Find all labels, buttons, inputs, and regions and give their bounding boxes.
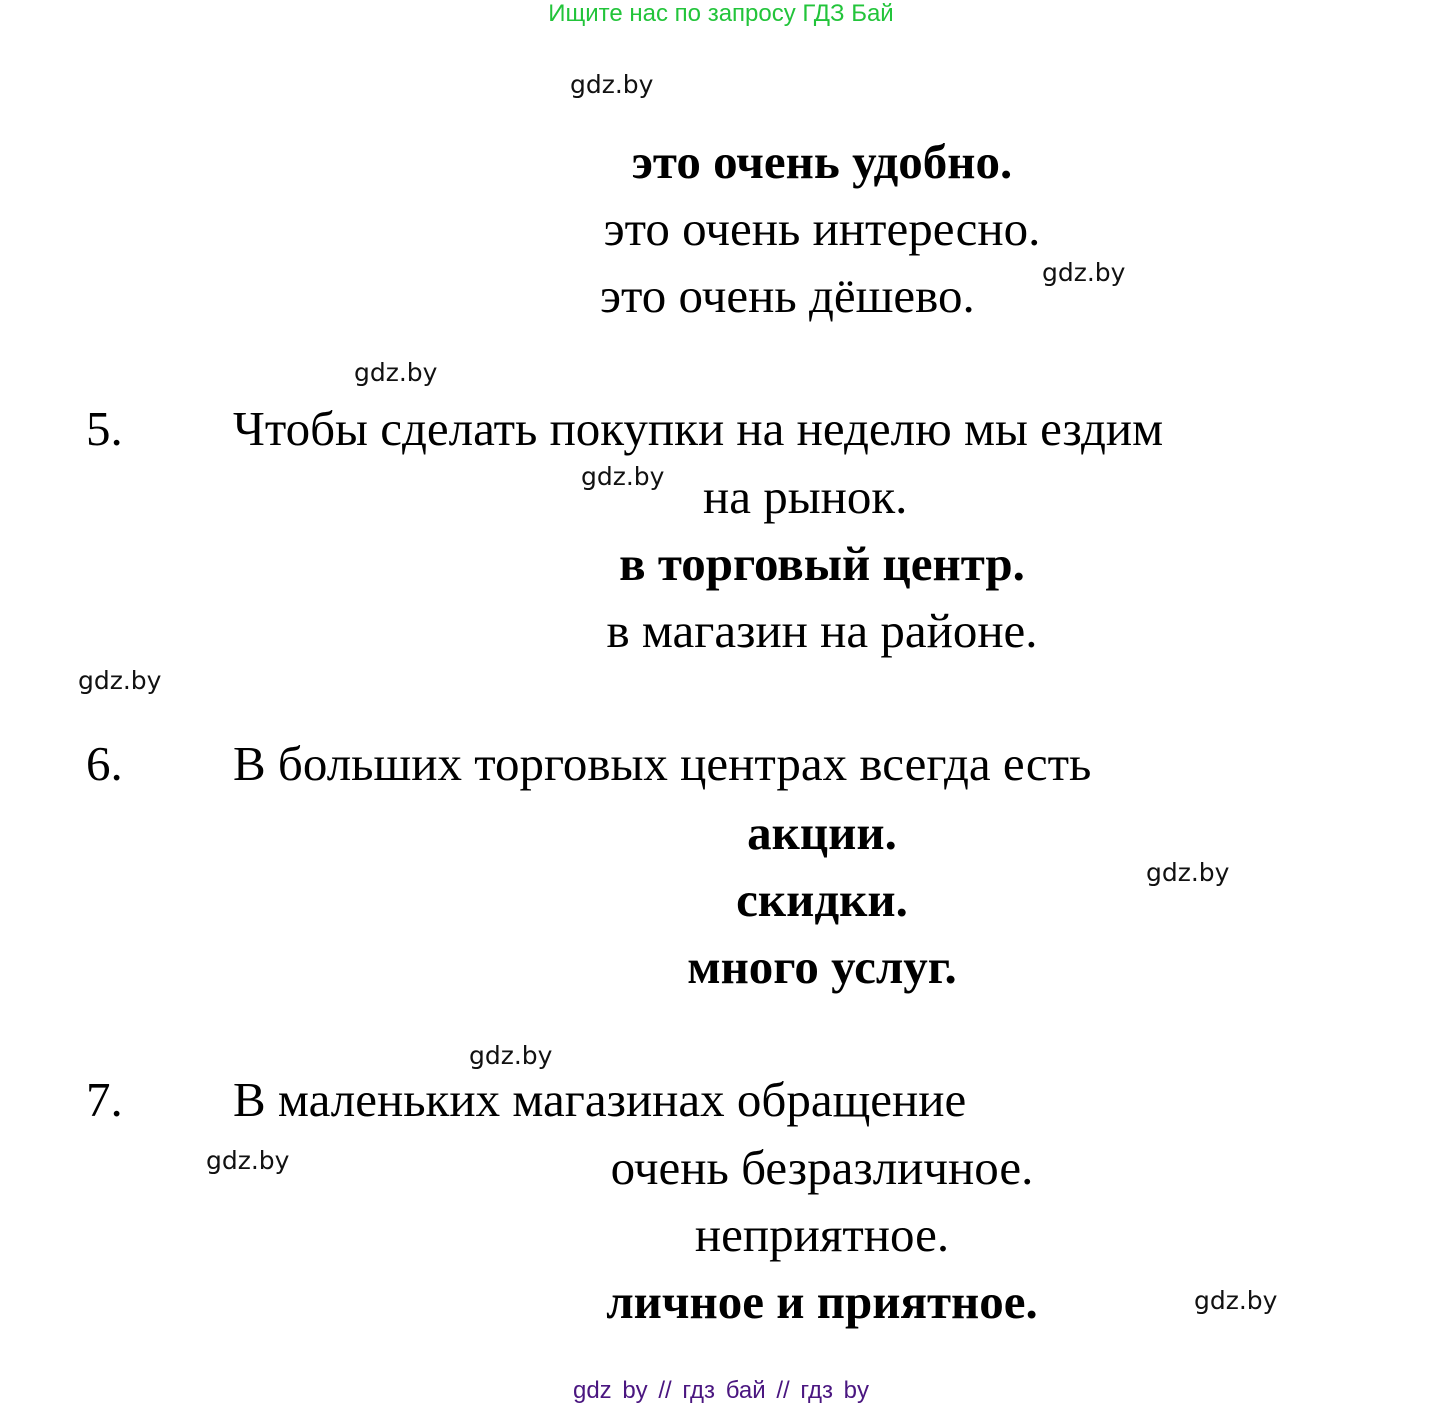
footer-links: gdz by // гдз бай // гдз by <box>572 1377 870 1404</box>
answer-option: это очень интересно. <box>603 201 1041 256</box>
question-stem: Чтобы сделать покупки на неделю мы ездим <box>233 401 1164 456</box>
watermark: gdz.by <box>581 462 665 491</box>
answer-option: очень безразличное. <box>610 1140 1034 1195</box>
watermark: gdz.by <box>78 666 162 695</box>
answer-option-selected: скидки. <box>736 872 908 927</box>
answer-option-selected: это очень удобно. <box>631 134 1013 189</box>
answer-option-selected: много услуг. <box>687 939 957 994</box>
watermark: gdz.by <box>206 1146 290 1175</box>
watermark: gdz.by <box>1194 1286 1278 1315</box>
answer-option: неприятное. <box>694 1207 950 1262</box>
answer-option-selected: акции. <box>747 805 897 860</box>
watermark: gdz.by <box>570 70 654 99</box>
question-number: 7. <box>86 1072 123 1127</box>
question-number: 5. <box>86 401 123 456</box>
question-stem: В маленьких магазинах обращение <box>233 1072 967 1127</box>
watermark: gdz.by <box>1146 858 1230 887</box>
answer-option: на рынок. <box>703 469 908 524</box>
answer-option: это очень дёшево. <box>600 268 975 323</box>
watermark: gdz.by <box>354 358 438 387</box>
answer-option-selected: в торговый центр. <box>619 536 1025 591</box>
answer-option: в магазин на районе. <box>606 603 1038 658</box>
answer-option-selected: личное и приятное. <box>606 1274 1038 1329</box>
search-hint-banner: Ищите нас по запросу ГДЗ Бай <box>548 0 894 27</box>
question-number: 6. <box>86 736 123 791</box>
question-stem: В больших торговых центрах всегда есть <box>233 736 1092 791</box>
watermark: gdz.by <box>469 1041 553 1070</box>
watermark: gdz.by <box>1042 258 1126 287</box>
